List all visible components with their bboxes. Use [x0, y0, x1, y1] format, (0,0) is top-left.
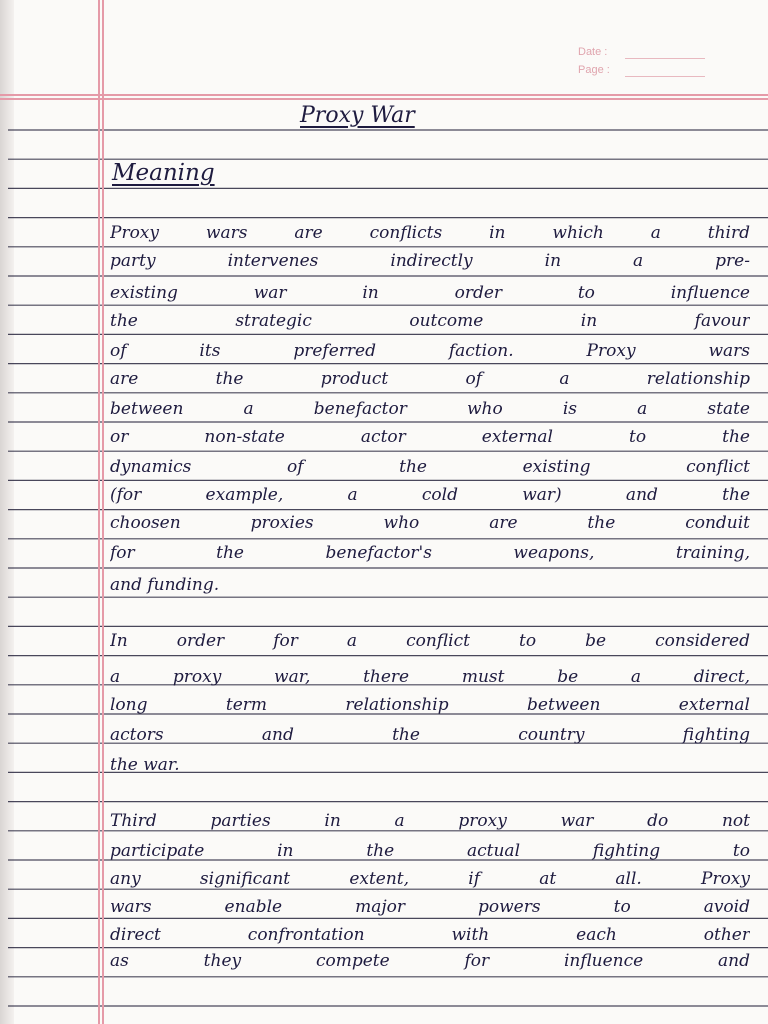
text-line: Proxy wars are conflicts in which a third [110, 223, 750, 243]
page-title: Proxy War [300, 103, 415, 128]
text-line: any significant extent, if at all. Proxy [110, 869, 750, 889]
text-line: the war. [110, 755, 180, 775]
text-line: In order for a conflict to be considered [110, 631, 750, 651]
section-heading: Meaning [112, 160, 215, 186]
header-rule [0, 94, 768, 96]
text-line: existing war in order to influence [110, 283, 750, 303]
text-line: and funding. [110, 575, 220, 595]
text-line: for the benefactor's weapons, training, [110, 543, 750, 563]
page-field-line [625, 76, 705, 77]
text-line: or non-state actor external to the [110, 427, 750, 447]
text-line: actors and the country fighting [110, 725, 750, 745]
text-line: dynamics of the existing conflict [110, 457, 750, 477]
text-line: a proxy war, there must be a direct, [110, 667, 750, 687]
text-line: Third parties in a proxy war do not [110, 811, 750, 831]
margin-line-left [98, 0, 100, 1024]
text-line: participate in the actual fighting to [110, 841, 750, 861]
text-line: choosen proxies who are the conduit [110, 513, 750, 533]
text-line: between a benefactor who is a state [110, 399, 750, 419]
date-label: Date : [578, 46, 608, 58]
text-line: are the product of a relationship [110, 369, 750, 389]
header-rule-inner [0, 98, 768, 100]
page-label: Page : [578, 64, 610, 76]
text-line: of its preferred faction. Proxy wars [110, 341, 750, 361]
text-line: party intervenes indirectly in a pre- [110, 251, 750, 271]
date-field-line [625, 58, 705, 59]
text-line: direct confrontation with each other [110, 925, 750, 945]
text-line: the strategic outcome in favour [110, 311, 750, 331]
text-line: wars enable major powers to avoid [110, 897, 750, 917]
text-line: long term relationship between external [110, 695, 750, 715]
margin-line-left-inner [102, 0, 104, 1024]
text-line: (for example, a cold war) and the [110, 485, 750, 505]
text-line: as they compete for influence and [110, 951, 750, 971]
